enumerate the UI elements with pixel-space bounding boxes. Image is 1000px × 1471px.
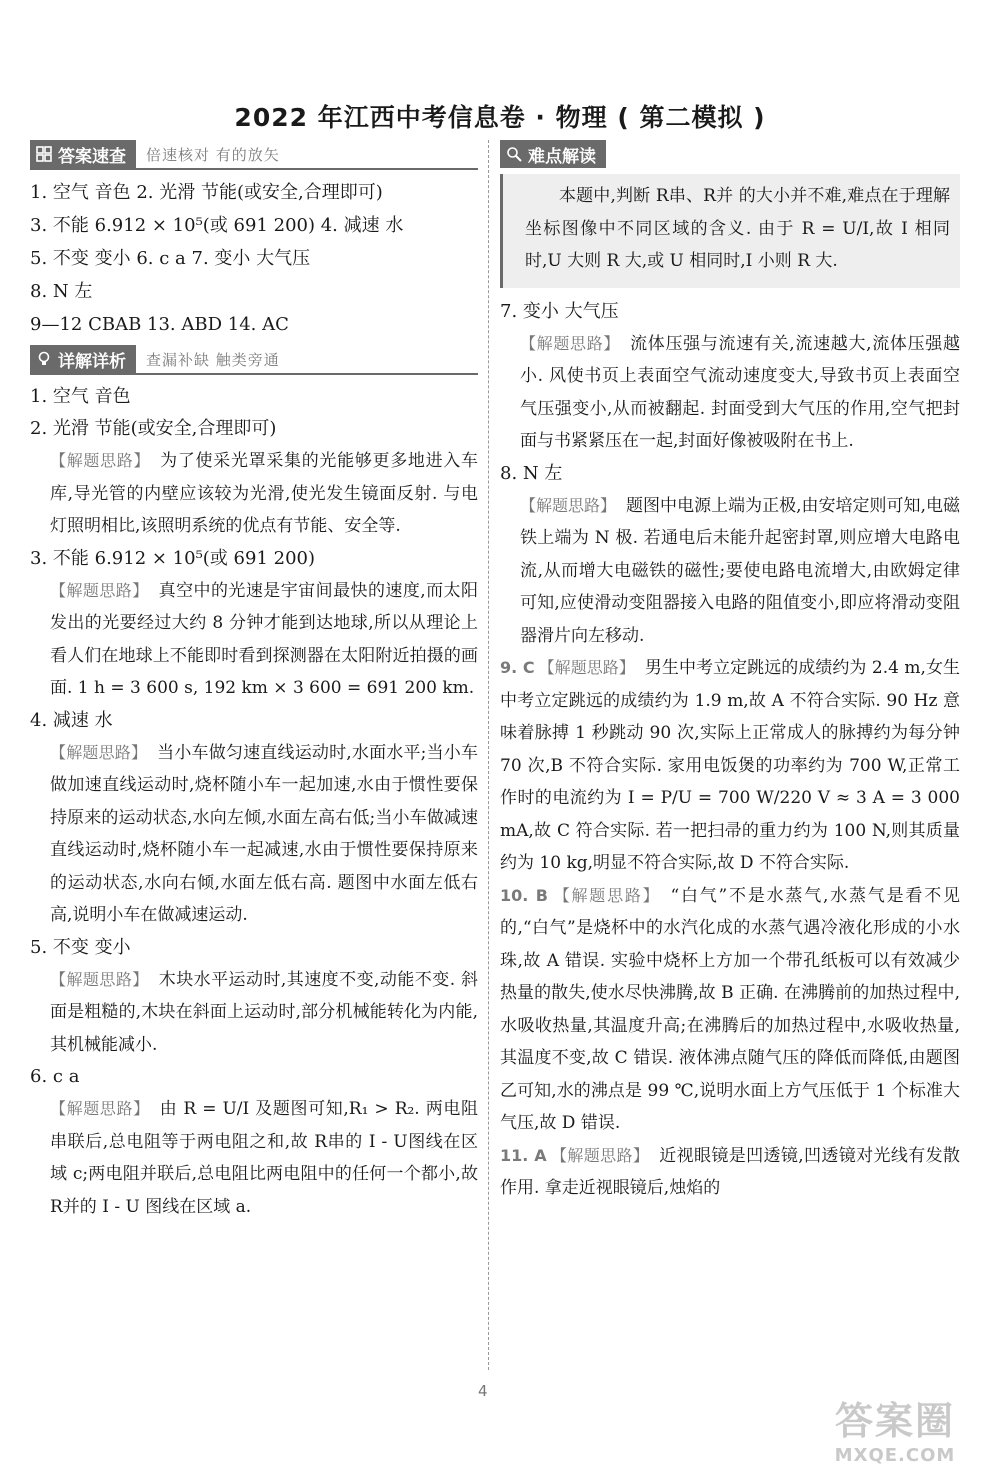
item-answer: 8. N 左 bbox=[500, 462, 563, 484]
detail-item bbox=[500, 1140, 960, 1205]
answer-line: 3. 不能 6.912 × 10⁵(或 691 200) 4. 减速 水 bbox=[30, 215, 404, 236]
answer-line: 8. N 左 bbox=[30, 281, 93, 302]
explanation-text: 为了使采光罩采集的光能够更多地进入车库,导光管的内壁应该较为光滑,使光发生镜面反射. 与电灯照明相比,该照明系统的优点有节能、安全等. bbox=[50, 451, 478, 536]
detail-tag bbox=[30, 345, 136, 373]
explanation-text: “白气”不是水蒸气,水蒸气是看不见的,“白气”是烧杯中的水汽化成的水蒸气遇冷液化形成的小水珠,故 A 错误. 实验中烧杯上方加一个带孔纸板可以有效减少热量的散失,使水尽快沸腾,故 B 正确. 在沸腾前的加热过程中,水吸收热量,其温度升高;在沸腾后的加热过程中,水吸收热量,其温度不变,故 C 错误. 液体沸点随气压的降低而降低,由题图乙可知,水的沸点是 99 ℃,说明水面上方气压低于 1 个标准大气压,故 D 错误. bbox=[500, 885, 960, 1133]
detail-item bbox=[30, 932, 478, 1062]
item-explanation bbox=[500, 652, 960, 880]
item-explanation bbox=[500, 490, 960, 653]
answer-line: 5. 不变 变小 6. c a 7. 变小 大气压 bbox=[30, 248, 311, 269]
solution-label: 【解题思路】 bbox=[520, 495, 617, 515]
watermark-url: MXQE.COM bbox=[834, 1445, 956, 1466]
magnifier-icon bbox=[506, 146, 522, 162]
solution-label: 【解题思路】 bbox=[520, 333, 621, 353]
detail-header bbox=[30, 345, 478, 375]
difficulty-header bbox=[500, 140, 960, 168]
explanation-text: 题图中电源上端为正极,由安培定则可知,电磁铁上端为 N 极. 若通电后未能升起密封罩,则应增大电路电流,从而增大电磁铁的磁性;要使电路电流增大,由欧姆定律可知,应使滑动变阻器接入电路的阻值变小,即应将滑动变阻器滑片向左移动. bbox=[520, 495, 960, 646]
answer-line: 9—12 CBAB 13. ABD 14. AC bbox=[30, 314, 289, 335]
page-title: 2022 年江西中考信息卷 · 物理 ( 第二模拟 ) bbox=[234, 103, 766, 132]
detail-item bbox=[30, 705, 478, 932]
solution-label: 【解题思路】 bbox=[50, 580, 149, 600]
item-answer: 6. c a bbox=[30, 1066, 80, 1087]
explanation-text: 真空中的光速是宇宙间最快的速度,而太阳发出的光要经过大约 8 分钟才能到达地球,所以从理论上看人们在地球上不能即时看到探测器在太阳附近拍摄的画面. 1 h = 3 600 s, 192 km × 3 600 = 691 200 km. bbox=[50, 580, 478, 698]
detail-item bbox=[30, 543, 478, 705]
detail-item bbox=[30, 413, 478, 543]
item-explanation bbox=[30, 1093, 478, 1223]
detail-item bbox=[500, 458, 960, 653]
item-answer: 3. 不能 6.912 × 10⁵(或 691 200) bbox=[30, 547, 315, 569]
explanation-text: 近视眼镜是凹透镜,凹透镜对光线有发散作用. 拿走近视眼镜后,烛焰的 bbox=[500, 1145, 960, 1198]
solution-label: 【解题思路】 bbox=[50, 1099, 150, 1118]
quick-answer-subtitle: 倍速核对 有的放矢 bbox=[146, 145, 280, 164]
item-answer: 9. C bbox=[500, 658, 535, 677]
detail-item bbox=[30, 381, 478, 413]
difficulty-box bbox=[500, 174, 960, 288]
solution-label: 【解题思路】 bbox=[50, 969, 149, 989]
detail-item bbox=[500, 880, 960, 1140]
difficulty-text: 本题中,判断 R串、R并 的大小并不难,难点在于理解坐标图像中不同区域的含义. 由于 R = U/I,故 I 相同时,U 大则 R 大,或 U 相同时,I 小则 R 大. bbox=[525, 186, 950, 271]
solution-label: 【解题思路】 bbox=[50, 451, 151, 470]
detail-title: 详解详析 bbox=[58, 351, 126, 372]
item-answer: 5. 不变 变小 bbox=[30, 936, 131, 958]
item-explanation bbox=[500, 880, 960, 1140]
explanation-text: 男生中考立定跳远的成绩约为 2.4 m,女生中考立定跳远的成绩约为 1.9 m,故 A 不符合实际. 90 Hz 意味着脉搏 1 秒跳动 90 次,实际上正常成人的脉搏约为每分钟 70 次,B 不符合实际. 家用电饭煲的功率约为 700 W,正常工作时的电流约为 I = P/U = 700 W/220 V ≈ 3 A = 3 000 mA,故 C 符合实际. 若一把扫帚的重力约为 100 N,则其质量约为 10 kg,明显不符合实际,故 D 不符合实际. bbox=[500, 658, 960, 873]
page-number: 4 bbox=[478, 1382, 488, 1400]
item-explanation bbox=[500, 328, 960, 458]
item-explanation bbox=[30, 445, 478, 543]
right-column bbox=[500, 140, 960, 1205]
quick-answer-list bbox=[30, 176, 478, 341]
item-answer: 11. A bbox=[500, 1145, 547, 1165]
solution-label: 【解题思路】 bbox=[538, 658, 635, 677]
item-answer: 10. B bbox=[500, 885, 548, 905]
explanation-text: 当小车做匀速直线运动时,水面水平;当小车做加速直线运动时,烧杯随小车一起加速,水由于惯性要保持原来的运动状态,水向左倾,水面左高右低;当小车做减速直线运动时,烧杯随小车一起减速,水由于惯性要保持原来的运动状态,水向右倾,水面左低右高. 题图中水面左低右高,说明小车在做减速运动. bbox=[50, 742, 478, 925]
detail-subtitle: 查漏补缺 触类旁通 bbox=[146, 350, 280, 369]
solution-label: 【解题思路】 bbox=[550, 1145, 650, 1165]
detail-item bbox=[500, 296, 960, 458]
lightbulb-icon bbox=[36, 351, 52, 367]
explanation-text: 木块水平运动时,其速度不变,动能不变. 斜面是粗糙的,木块在斜面上运动时,部分机械能转化为内能,其机械能减小. bbox=[50, 969, 478, 1055]
item-explanation bbox=[500, 1140, 960, 1205]
item-explanation bbox=[30, 737, 478, 932]
watermark bbox=[810, 1390, 980, 1466]
detail-item bbox=[500, 652, 960, 880]
quick-answer-tag bbox=[30, 140, 136, 168]
item-explanation bbox=[30, 575, 478, 705]
explanation-text: 由 R = U/I 及题图可知,R₁ > R₂. 两电阻串联后,总电阻等于两电阻之和,故 R串的 I - U图线在区域 c;两电阻并联后,总电阻比两电阻中的任何一个都小,故 R并的 I - U 图线在区域 a. bbox=[50, 1099, 478, 1217]
detail-item bbox=[30, 1061, 478, 1223]
difficulty-title: 难点解读 bbox=[528, 146, 596, 167]
grid-icon bbox=[36, 146, 52, 162]
watermark-logo-text: 答案圈 bbox=[834, 1399, 955, 1443]
explanation-text: 流体压强与流速有关,流速越大,流体压强越小. 风使书页上表面空气流动速度变大,导致书页上表面空气压强变小,从而被翻起. 封面受到大气压的作用,空气把封面与书紧紧压在一起,封面好像被吸附在书上. bbox=[520, 333, 960, 451]
item-answer: 2. 光滑 节能(或安全,合理即可) bbox=[30, 418, 277, 439]
left-column bbox=[30, 140, 478, 1223]
quick-answer-title: 答案速查 bbox=[58, 146, 126, 167]
difficulty-tag bbox=[500, 140, 606, 168]
solution-label: 【解题思路】 bbox=[551, 885, 661, 905]
item-answer: 7. 变小 大气压 bbox=[500, 300, 619, 322]
quick-answer-header bbox=[30, 140, 478, 170]
solution-label: 【解题思路】 bbox=[50, 742, 148, 762]
item-answer: 4. 减速 水 bbox=[30, 709, 113, 731]
answer-line: 1. 空气 音色 2. 光滑 节能(或安全,合理即可) bbox=[30, 182, 383, 203]
item-explanation bbox=[30, 964, 478, 1062]
item-answer: 1. 空气 音色 bbox=[30, 386, 131, 407]
column-divider bbox=[488, 140, 489, 1370]
